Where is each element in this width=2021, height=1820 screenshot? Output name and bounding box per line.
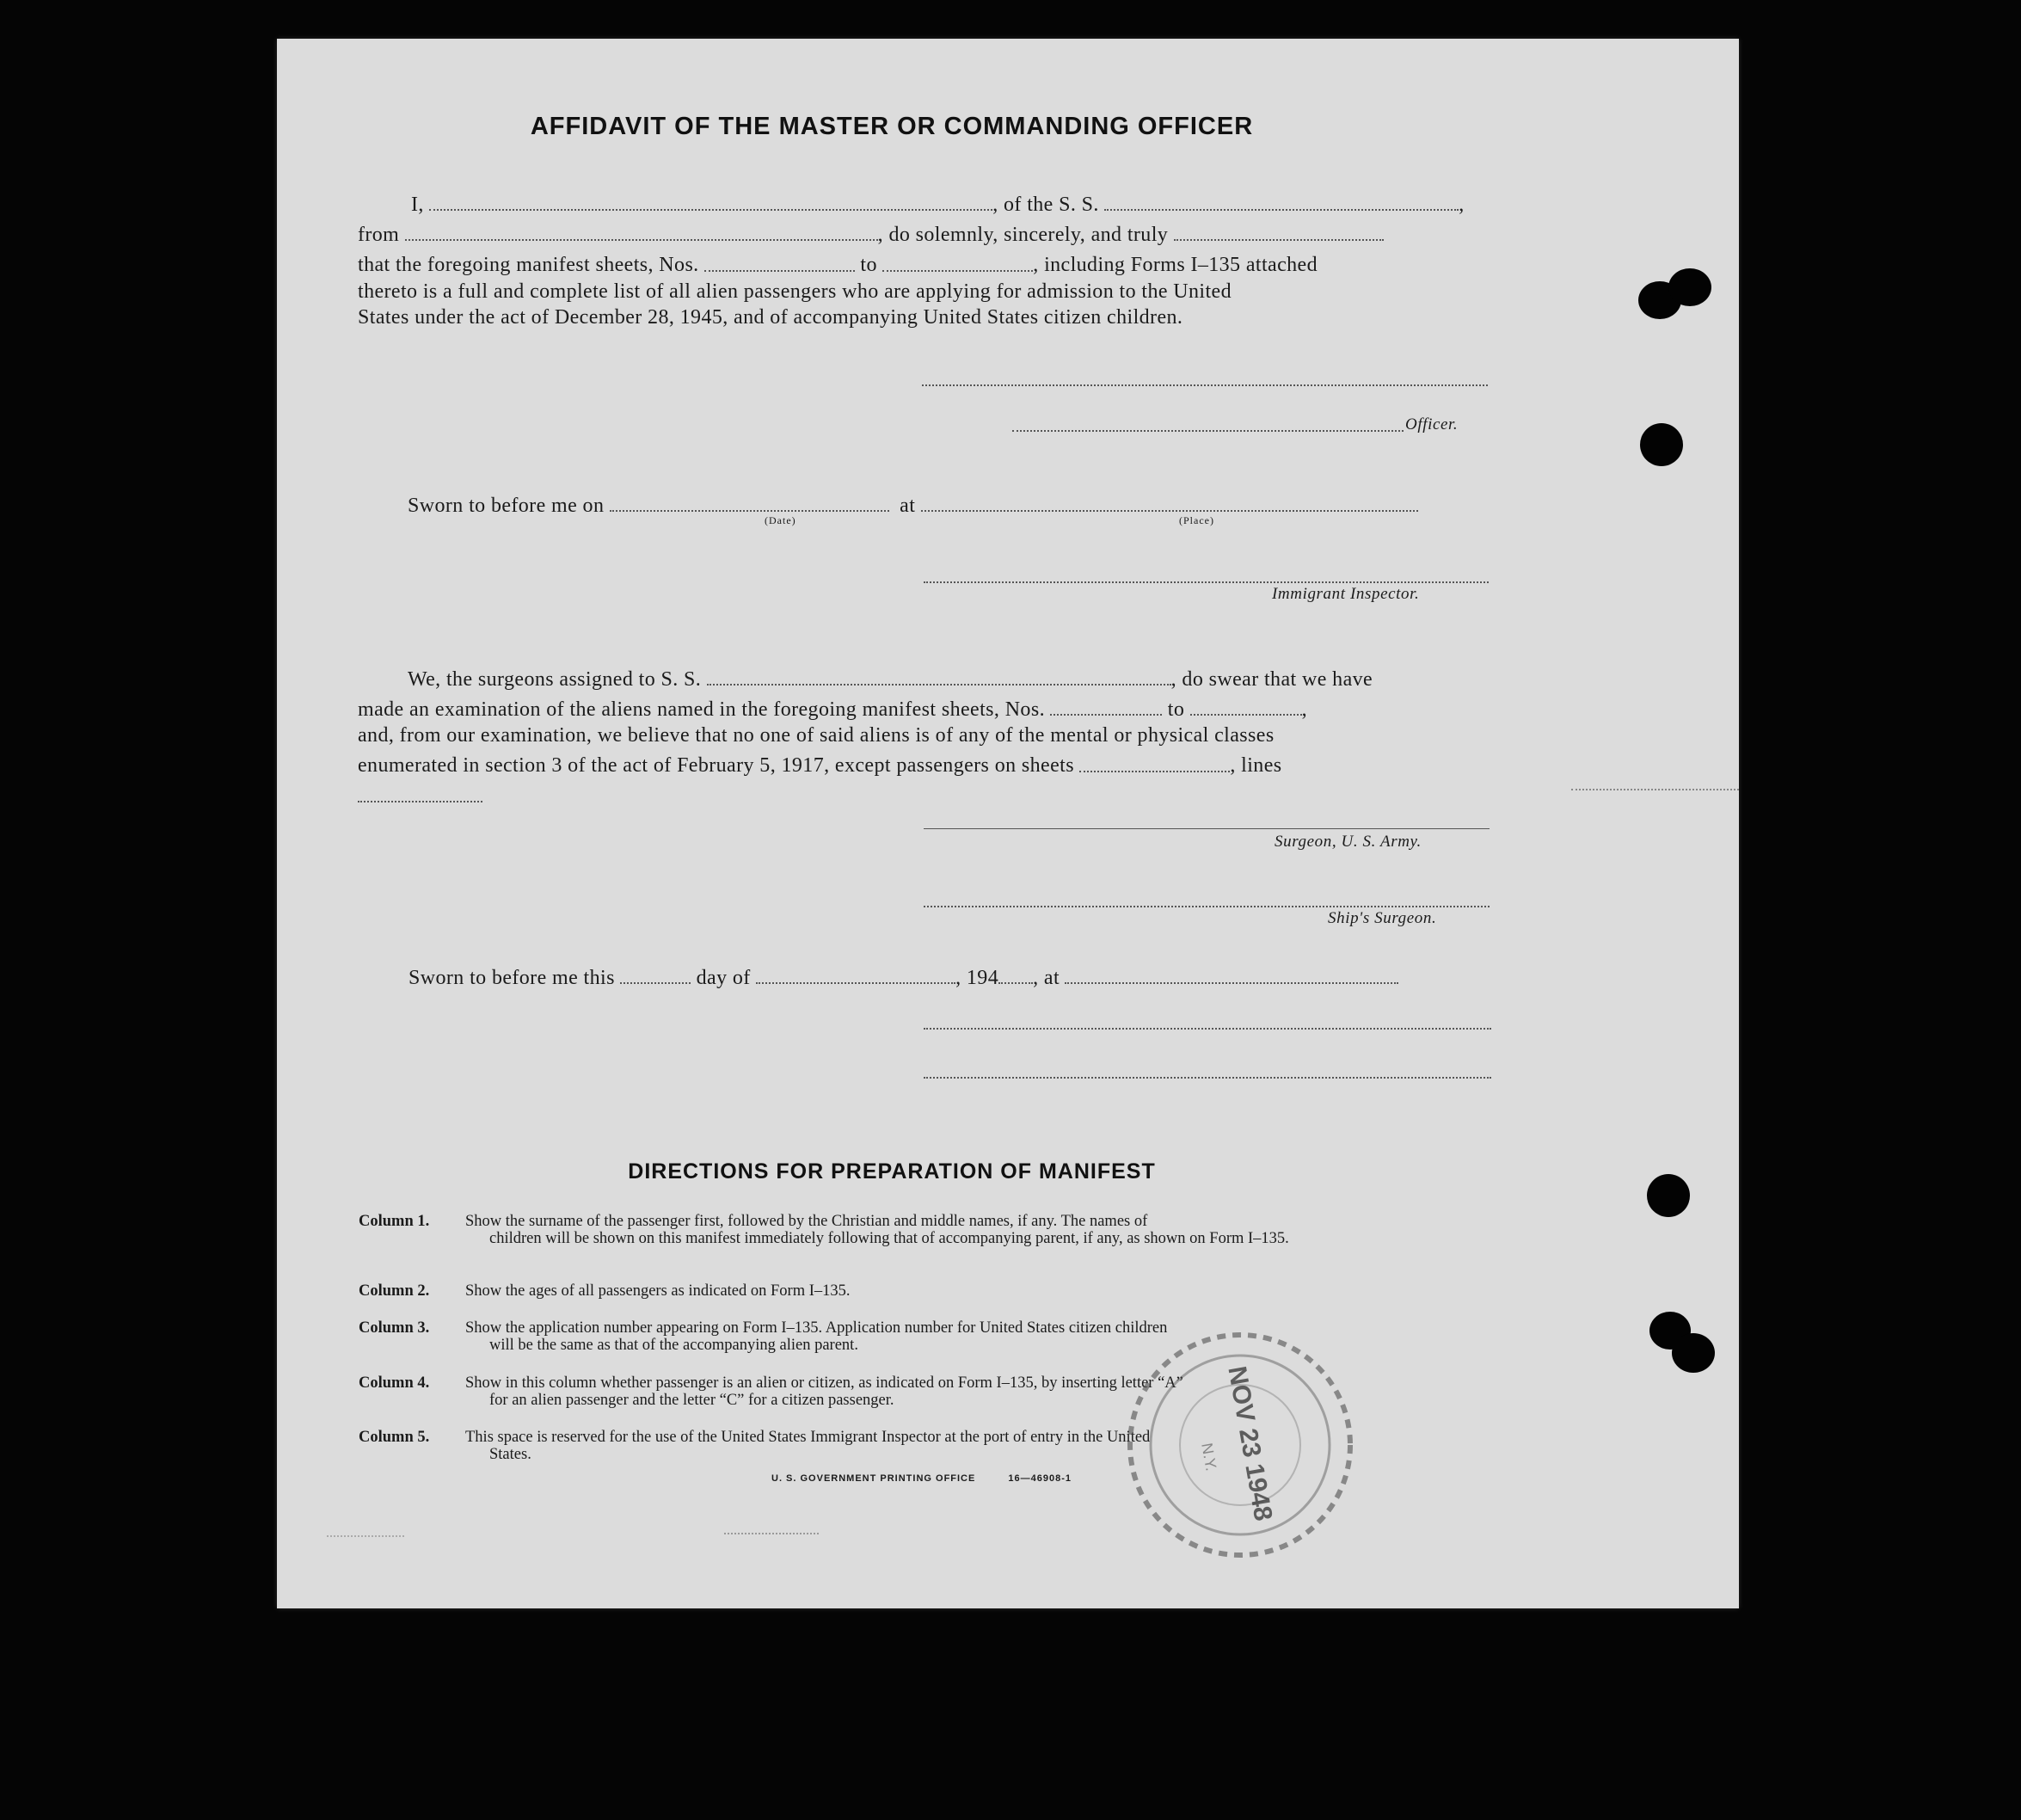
- ships-surgeon-signature-line[interactable]: [924, 906, 1490, 907]
- ship-name-field[interactable]: [1104, 188, 1459, 211]
- witness-signature-line-1[interactable]: [924, 1028, 1491, 1030]
- punch-hole-4b: [1672, 1333, 1715, 1373]
- affidavit-title: AFFIDAVIT OF THE MASTER OR COMMANDING OFFICER: [530, 113, 1254, 140]
- sworn-at-field[interactable]: [1065, 961, 1398, 984]
- text-day-of: day of: [696, 967, 751, 990]
- direction-text-cont: for an alien passenger and the letter “C” for a citizen passenger.: [489, 1392, 894, 1409]
- text-manifest-sheets: that the foregoing manifest sheets, Nos.: [358, 254, 699, 277]
- direction-text-cont: States.: [489, 1446, 531, 1463]
- sworn-date-field[interactable]: [610, 489, 889, 512]
- sheets-from-field[interactable]: [704, 248, 855, 271]
- stamp-letters: N.Y.: [1198, 1442, 1220, 1473]
- inspector-signature-line[interactable]: [924, 581, 1489, 583]
- direction-label: Column 4.: [359, 1374, 430, 1392]
- direction-text: Show the surname of the passenger first, followed by the Christian and middle names, if any. The names of: [465, 1213, 1148, 1230]
- direction-text: Show the application number appearing on Form I–135. Application number for United States citizen children: [465, 1319, 1168, 1337]
- text-act-1945: States under the act of December 28, 1945, and of accompanying United States citizen children.: [358, 305, 1183, 329]
- master-name-field[interactable]: [429, 188, 992, 211]
- sworn-on-row: [408, 489, 1418, 519]
- faint-mark-center: [724, 1533, 819, 1534]
- surgeons-ship-field[interactable]: [707, 662, 1171, 686]
- direction-column-1: [359, 1213, 1511, 1247]
- comma: ,: [1459, 194, 1465, 217]
- master-signature-line[interactable]: [922, 384, 1488, 386]
- text-swear: , do solemnly, sincerely, and truly: [877, 224, 1169, 247]
- direction-text: Show in this column whether passenger is an alien or citizen, as indicated on Form I–135, by inserting letter “A”: [465, 1374, 1183, 1392]
- directions-title: DIRECTIONS FOR PREPARATION OF MANIFEST: [628, 1159, 1156, 1184]
- direction-column-2: [359, 1282, 1511, 1300]
- text-at: , at: [1033, 967, 1060, 990]
- ships-surgeon-label: Ship's Surgeon.: [1328, 909, 1437, 927]
- sheets-to-field[interactable]: [882, 248, 1033, 271]
- sworn-month-field[interactable]: [756, 961, 955, 984]
- officer-signature-line[interactable]: [1012, 430, 1404, 432]
- text-surgeons-assigned: We, the surgeons assigned to S. S.: [408, 668, 702, 692]
- direction-text: This space is reserved for the use of the United States Immigrant Inspector at the port of entry in the United: [465, 1429, 1151, 1446]
- comma: ,: [1301, 698, 1308, 722]
- text-sworn-this: Sworn to before me this: [408, 967, 615, 990]
- inspector-label: Immigrant Inspector.: [1272, 585, 1420, 603]
- text-including: , including Forms I–135 attached: [1033, 254, 1318, 277]
- text-to: to: [1167, 698, 1185, 722]
- text-act-1917: enumerated in section 3 of the act of February 5, 1917, except passengers on sheets: [358, 754, 1074, 778]
- punch-hole-3: [1647, 1174, 1690, 1217]
- text-i: I,: [411, 194, 424, 217]
- printer-name: U. S. GOVERNMENT PRINTING OFFICE: [771, 1473, 976, 1484]
- affidavit-text: [358, 188, 1510, 330]
- surgeons-text: [358, 662, 1512, 809]
- form-code: 16—46908-1: [1008, 1473, 1072, 1484]
- except-lines-field[interactable]: [358, 779, 482, 802]
- officer-label: Officer.: [1405, 415, 1459, 433]
- text-from: from: [358, 224, 400, 247]
- sworn-year-field[interactable]: [998, 961, 1033, 984]
- fold-crease: [1571, 789, 1739, 790]
- direction-text: Show the ages of all passengers as indicated on Form I–135.: [465, 1282, 851, 1300]
- witness-signature-line-2[interactable]: [924, 1077, 1491, 1079]
- direction-text-cont: will be the same as that of the accompanying alien parent.: [489, 1337, 858, 1354]
- text-mental-classes: and, from our examination, we believe that no one of said aliens is of any of the mental or physical classes: [358, 724, 1275, 747]
- text-of-ss: , of the S. S.: [992, 194, 1099, 217]
- text-sworn-on: Sworn to before me on: [408, 495, 605, 518]
- text-do-swear: , do swear that we have: [1170, 668, 1373, 692]
- stamp-date: NOV 23 1948: [1222, 1363, 1278, 1523]
- text-at: at: [900, 495, 916, 518]
- form-page: [277, 39, 1739, 1608]
- direction-label: Column 3.: [359, 1319, 430, 1337]
- exam-sheets-to-field[interactable]: [1190, 692, 1302, 716]
- inspection-stamp: [1111, 1316, 1369, 1574]
- direction-label: Column 2.: [359, 1282, 430, 1300]
- exam-sheets-from-field[interactable]: [1050, 692, 1162, 716]
- punch-hole-1b: [1668, 268, 1711, 306]
- printer-imprint: [771, 1473, 1072, 1484]
- direction-text-cont: children will be shown on this manifest immediately following that of accompanying parent, if any, as shown on Form I–135.: [489, 1230, 1289, 1247]
- faint-mark-left: [327, 1535, 404, 1537]
- sworn-day-field[interactable]: [620, 961, 691, 984]
- from-port-field[interactable]: [405, 218, 878, 241]
- text-year: , 194: [955, 967, 999, 990]
- sworn-this-day-row: [408, 961, 1398, 991]
- text-lines: , lines: [1230, 754, 1282, 778]
- sworn-place-field[interactable]: [921, 489, 1418, 512]
- direction-label: Column 1.: [359, 1213, 430, 1230]
- army-surgeon-label: Surgeon, U. S. Army.: [1275, 833, 1422, 851]
- text-made-examination: made an examination of the aliens named in the foregoing manifest sheets, Nos.: [358, 698, 1045, 722]
- date-caption: (Date): [765, 514, 796, 526]
- text-full-list: thereto is a full and complete list of all alien passengers who are applying for admission to the United: [358, 280, 1232, 303]
- direction-label: Column 5.: [359, 1429, 430, 1446]
- text-to: to: [860, 254, 877, 277]
- army-surgeon-signature-line[interactable]: [924, 828, 1490, 829]
- place-caption: (Place): [1179, 514, 1214, 526]
- swear-field[interactable]: [1174, 218, 1384, 241]
- except-sheets-field[interactable]: [1079, 748, 1230, 772]
- punch-hole-2: [1640, 423, 1683, 466]
